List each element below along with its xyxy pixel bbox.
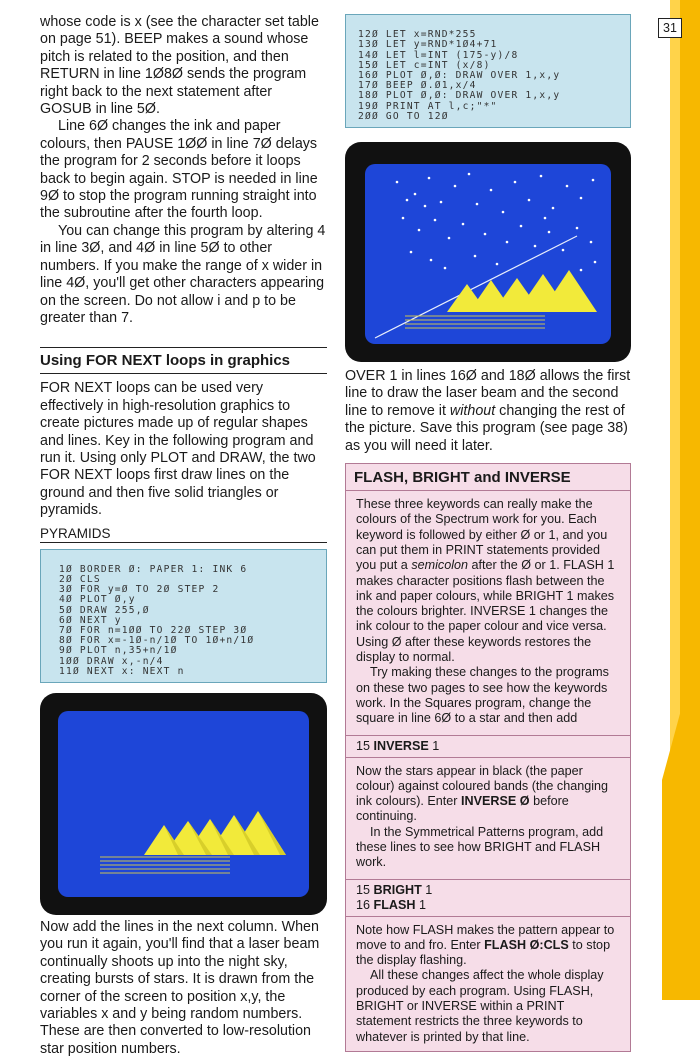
pyramids-graphic xyxy=(40,693,327,915)
paragraph: Now the stars appear in black (the paper colour) against coloured bands (the changing ink colours). Enter INVERSE Ø before continuing. xyxy=(356,763,609,824)
tv-screenshot-laser xyxy=(345,142,631,362)
code-line: 4Ø PLOT Ø,y xyxy=(59,594,136,606)
paragraph: Try making these changes to the programs on these two pages to see how the keywords work. In the Squares program, change the square in line 6Ø to a star and then add xyxy=(356,665,609,726)
program-listing xyxy=(40,549,327,683)
code-line: 2Ø CLS xyxy=(59,573,101,585)
code-line: 5Ø DRAW 255,Ø xyxy=(59,604,150,616)
code-line: 13Ø LET y=RND*1Ø4+71 xyxy=(358,39,498,51)
left-column xyxy=(40,14,327,1058)
page-edge-stripe xyxy=(640,0,700,1000)
code-line: 8Ø FOR x=-1Ø-n/1Ø TO 1Ø+n/1Ø xyxy=(59,635,255,647)
info-panel xyxy=(345,463,631,1052)
code-line: 15Ø LET c=INT (x/8) xyxy=(358,59,491,71)
code-line: 3Ø FOR y=Ø TO 2Ø STEP 2 xyxy=(59,584,220,596)
code-line: 17Ø BEEP Ø.Ø1,x/4 xyxy=(358,80,477,92)
paragraph: whose code is x (see the character set table on page 51). BEEP makes a sound whose pitch is related to the position, and then RETURN in line 1Ø8Ø sends the program right back to the next statement after GOSUB in line 5Ø. xyxy=(40,14,319,118)
code-line: 9Ø PLOT n,35+n/1Ø xyxy=(59,645,178,657)
code-line: 16Ø PLOT Ø,Ø: DRAW OVER 1,x,y xyxy=(358,70,561,82)
section-heading: Using FOR NEXT loops in graphics xyxy=(40,347,327,374)
code-snippet: 15 INVERSE 1 xyxy=(346,735,630,758)
paragraph: You can change this program by altering 4 in line 3Ø, and 4Ø in line 5Ø to other numbers. If you make the range of x wider in line 4Ø, you'll get other characters appearing on the screen. Do not allow i and p to be greater than 7. xyxy=(40,222,326,326)
code-line: 19Ø PRINT AT l,c;"*" xyxy=(358,100,498,112)
tv-screenshot-pyramids xyxy=(40,693,327,915)
code-line: 12Ø LET x=RND*255 xyxy=(358,29,477,41)
paragraph: OVER 1 in lines 16Ø and 18Ø allows the first line to draw the laser beam and the second line to remove it without changing the rest of the picture. Save this program (see page 38) as you will need it later. xyxy=(345,368,631,454)
code-line: 2ØØ GO TO 12Ø xyxy=(358,110,449,122)
page-number: 31 xyxy=(658,18,682,38)
laser-stars-graphic xyxy=(345,142,631,362)
paragraph: These three keywords can really make the colours of the Spectrum work for you. Each keyword is followed by either Ø or 1, and you can put them in PRINT statements provided you put a semicolon after the Ø or 1. FLASH 1 makes character positions flash between the ink and paper colours, while BRIGHT 1 makes the colours brighter. INVERSE 1 changes the ink colour to the paper colour and vice versa. Using Ø after these keywords restores the display to normal. xyxy=(356,497,615,665)
program-title: PYRAMIDS xyxy=(40,526,327,543)
code-line: 11Ø NEXT x: NEXT n xyxy=(59,665,185,677)
stars xyxy=(396,173,597,272)
paragraph: Note how FLASH makes the pattern appear to move to and fro. Enter FLASH Ø:CLS to stop the display flashing. xyxy=(356,922,615,968)
code-line: 6Ø NEXT y xyxy=(59,614,122,626)
paragraph: All these changes affect the whole display produced by each program. Using FLASH, BRIGHT or INVERSE within a PRINT statement restricts the three keywords to whatever is printed by that line. xyxy=(356,968,604,1044)
paragraph: Now add the lines in the next column. When you run it again, you'll find that a laser beam continually shoots up into the night sky, creating bursts of stars. It is drawn from the corner of the screen to position x,y, the variables x and y being random numbers. These are then converted to low-resolution star position numbers. xyxy=(40,919,320,1057)
paragraph: FOR NEXT loops can be used very effectively in high-resolution graphics to create pictures made up of regular shapes and lines. Key in the following program and run it. Using only PLOT and DRAW, the two FOR NEXT loops first draw lines on the ground and then five solid triangles or pyramids. xyxy=(40,380,316,519)
code-line: 7Ø FOR n=1ØØ TO 22Ø STEP 3Ø xyxy=(59,624,248,636)
code-snippet: 15 BRIGHT 1 16 FLASH 1 xyxy=(346,879,630,917)
program-listing xyxy=(345,14,631,128)
paragraph: Line 6Ø changes the ink and paper colours, then PAUSE 1ØØ in line 7Ø delays the program for 2 seconds before it loops back to begin again. STOP is needed in line 9Ø to stop the program running straight into the subroutine after the fourth loop. xyxy=(40,118,318,222)
code-line: 18Ø PLOT Ø,Ø: DRAW OVER 1,x,y xyxy=(358,90,561,102)
code-line: 1ØØ DRAW x,-n/4 xyxy=(59,655,164,667)
panel-title: FLASH, BRIGHT and INVERSE xyxy=(346,464,630,491)
middle-column xyxy=(345,14,631,1052)
code-line: 14Ø LET l=INT (175-y)/8 xyxy=(358,49,519,61)
code-line: 1Ø BORDER Ø: PAPER 1: INK 6 xyxy=(59,563,248,575)
paragraph: In the Symmetrical Patterns program, add these lines to see how BRIGHT and FLASH work. xyxy=(356,824,604,870)
